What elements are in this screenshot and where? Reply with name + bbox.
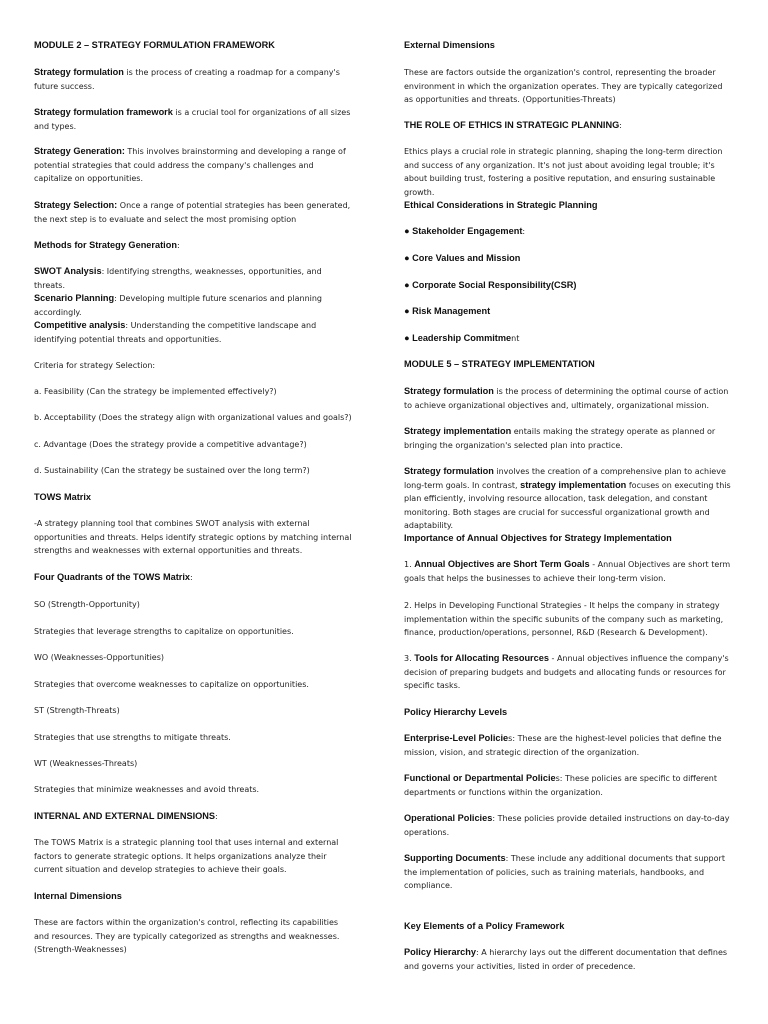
heading-colon: : (176, 241, 180, 250)
quadrant-wo-desc: Strategies that overcome weaknesses to capitalize on opportunities. (34, 680, 309, 689)
four-quadrants-heading (34, 571, 354, 585)
definition-text: : Understanding the competitive landscape and identifying potential threats and opportunities. (34, 321, 317, 344)
heading-colon: : (215, 812, 218, 821)
strategy-generation-definition (34, 145, 354, 186)
definition-text: is the process of determining the optimal course of action to achieve organizational objectives and, ultimately, organizational mission. (404, 387, 729, 410)
policy-hierarchy-heading: Policy Hierarchy Levels (404, 707, 508, 717)
criteria-advantage: c. Advantage (Does the strategy provide a competitive advantage?) (34, 440, 307, 449)
criteria-feasibility: a. Feasibility (Can the strategy be implemented effectively?) (34, 387, 277, 396)
quadrant-so: SO (Strength-Opportunity) (34, 600, 140, 609)
heading-colon: : (190, 573, 193, 582)
item-number: 3. (404, 654, 415, 663)
definition-text: This involves brainstorming and developing a range of potential strategies that could address the company's challenges and capitalize on opportunities. (34, 147, 346, 184)
bullet-colon: : (522, 227, 526, 236)
external-dimensions-text: These are factors outside the organization's control, representing the broader environment in which the organization operates. They are typically categorized as opportunities and threats. (Opportunities-Threats) (404, 68, 723, 105)
term: Policy Hierarchy (404, 947, 477, 957)
definition-text: : These policies provide detailed instructions on day-to-day operations. (404, 814, 730, 837)
importance-item-1 (404, 558, 734, 585)
term: Strategy formulation (404, 386, 494, 396)
definition-text: Once a range of potential strategies has been generated, the next step is to evaluate and select the most promising option (34, 201, 351, 224)
term: SWOT Analysis (34, 266, 102, 276)
definition-text: : Developing multiple future scenarios and planning accordingly. (34, 294, 323, 317)
criteria-sustainability: d. Sustainability (Can the strategy be sustained over the long term?) (34, 466, 310, 475)
term: Scenario Planning (34, 293, 115, 303)
importance-item-2: 2. Helps in Developing Functional Strategies - It helps the company in strategy implementation within the specific subunits of the company such as marketing, finance, production/operations, personnel, R&D (Research & Development). (404, 601, 724, 638)
term-b: strategy implementation (520, 479, 627, 490)
policy-functional (404, 772, 734, 799)
bullet-tail: nt (511, 334, 520, 343)
comparison-text-a: involves the creation of a comprehensive plan to achieve long-term goals. In contrast, (404, 467, 726, 490)
importance-item-3 (404, 652, 734, 693)
term: Tools for Allocating Resources (414, 653, 549, 663)
tows-matrix-text: -A strategy planning tool that combines SWOT analysis with external opportunities and threats. Helps identify strategic options by matching internal strengths and weaknesses with external opportunities and threats. (34, 519, 352, 556)
term: Operational Policies (404, 813, 493, 823)
internal-dimensions-heading: Internal Dimensions (34, 891, 122, 901)
internal-external-heading (34, 810, 354, 824)
term: Annual Objectives are Short Term Goals (414, 559, 590, 569)
definition-text: s: These are the highest-level policies that define the mission, vision, and strategic direction of the organization. (404, 734, 722, 757)
internal-external-text: The TOWS Matrix is a strategic planning tool that uses internal and external factors to generate strategic options. It helps organizations analyze their current situation and develop strategies to achieve their goals. (34, 838, 339, 875)
quadrant-so-desc: Strategies that leverage strengths to capitalize on opportunities. (34, 627, 294, 636)
quadrant-st-desc: Strategies that use strengths to mitigate threats. (34, 733, 231, 742)
quadrant-wt: WT (Weaknesses-Threats) (34, 759, 138, 768)
bullet-text: ● Stakeholder Engagement (404, 226, 523, 236)
strategy-formulation-framework-definition (34, 106, 354, 133)
ethics-heading (404, 119, 734, 133)
item-number: 1. (404, 560, 415, 569)
quadrant-wo: WO (Weaknesses-Opportunities) (34, 653, 165, 662)
heading-text: INTERNAL AND EXTERNAL DIMENSIONS (34, 811, 216, 821)
term: Enterprise-Level Policie (404, 733, 509, 743)
heading-text: THE ROLE OF ETHICS IN STRATEGIC PLANNING (404, 120, 620, 130)
importance-heading: Importance of Annual Objectives for Strategy Implementation (404, 533, 672, 543)
criteria-acceptability: b. Acceptability (Does the strategy align with organizational values and goals?) (34, 413, 352, 422)
term: Strategy formulation framework (34, 107, 173, 117)
strategy-implementation-definition (404, 425, 734, 452)
heading-text: Four Quadrants of the TOWS Matrix (34, 572, 191, 582)
formulation-vs-implementation (404, 465, 734, 533)
quadrant-st: ST (Strength-Threats) (34, 706, 120, 715)
term: Supporting Documents (404, 853, 506, 863)
policy-hierarchy-element (404, 946, 734, 973)
methods-heading (34, 239, 354, 253)
term: Strategy formulation (404, 466, 494, 476)
item-text: - Annual Objectives are short term goals that helps the businesses to achieve their long-term vision. (404, 560, 731, 583)
definition-text: : Identifying strengths, weaknesses, opportunities, and threats. (34, 267, 322, 290)
definition-text: is a crucial tool for organizations of all sizes and types. (34, 108, 351, 131)
module-5-title: MODULE 5 – STRATEGY IMPLEMENTATION (404, 359, 595, 369)
strategy-formulation-definition (34, 66, 354, 93)
definition-text: : A hierarchy lays out the different documentation that defines and governs your activities, listed in order of precedence. (404, 948, 728, 971)
swot-analysis-item (34, 265, 354, 292)
policy-enterprise-level (404, 732, 734, 759)
bullet-csr: ● Corporate Social Responsibility(CSR) (404, 280, 577, 290)
tows-matrix-heading: TOWS Matrix (34, 492, 92, 502)
competitive-analysis-item (34, 319, 354, 346)
item-text: - Annual objectives influence the company's decision of preparing budgets and budgets and allocating funds or resources for specific tasks. (404, 654, 729, 691)
policy-supporting-documents (404, 852, 734, 893)
term: Strategy implementation (404, 426, 512, 436)
heading-colon: : (619, 121, 622, 130)
ethics-text: Ethics plays a crucial role in strategic planning, shaping the long-term direction and success of any organization. It's not just about avoiding legal trouble; it's about building trust, fostering a positive reputation, and ensuring sustainable growth. (404, 147, 723, 197)
term: Competitive analysis (34, 320, 126, 330)
term: Strategy formulation (34, 67, 124, 77)
definition-text: : These include any additional documents that support the implementation of policies, such as training materials, handbooks, and compliance. (404, 854, 725, 891)
comparison-text-b: focuses on executing this plan efficiently, involving resource allocation, task delegation, and constant monitoring. Both stages are crucial for successful organizational growth and adaptability. (404, 480, 731, 531)
heading-text: Methods for Strategy Generation (34, 240, 177, 250)
scenario-planning-item (34, 292, 354, 319)
module-2-title: MODULE 2 – STRATEGY FORMULATION FRAMEWORK (34, 40, 275, 50)
strategy-formulation-definition-2 (404, 385, 734, 412)
term: Strategy Selection: (34, 200, 118, 210)
policy-operational (404, 812, 734, 839)
definition-text: is the process of creating a roadmap for a company's future success. (34, 68, 340, 91)
term: Functional or Departmental Policie (404, 773, 556, 783)
strategy-selection-definition (34, 199, 354, 226)
definition-text: s: These policies are specific to different departments or functions within the organization. (404, 774, 718, 797)
quadrant-wt-desc: Strategies that minimize weaknesses and avoid threats. (34, 785, 260, 794)
external-dimensions-heading: External Dimensions (404, 40, 495, 50)
bullet-core-values: ● Core Values and Mission (404, 253, 521, 263)
bullet-risk-management: ● Risk Management (404, 306, 491, 316)
internal-dimensions-text: These are factors within the organization's control, reflecting its capabilities and resources. They are typically categorized as strengths and weaknesses. (Strength-Weaknesses) (34, 918, 340, 955)
key-elements-heading: Key Elements of a Policy Framework (404, 921, 565, 931)
ethical-considerations-heading: Ethical Considerations in Strategic Planning (404, 200, 598, 210)
term: Strategy Generation: (34, 146, 125, 156)
bullet-text: ● Leadership Commitme (404, 333, 512, 343)
definition-text: entails making the strategy operate as planned or bringing the organization's selected plan into practice. (404, 427, 716, 450)
criteria-heading: Criteria for strategy Selection: (34, 361, 156, 370)
bullet-leadership-commitment (404, 332, 734, 346)
bullet-stakeholder-engagement (404, 225, 734, 239)
